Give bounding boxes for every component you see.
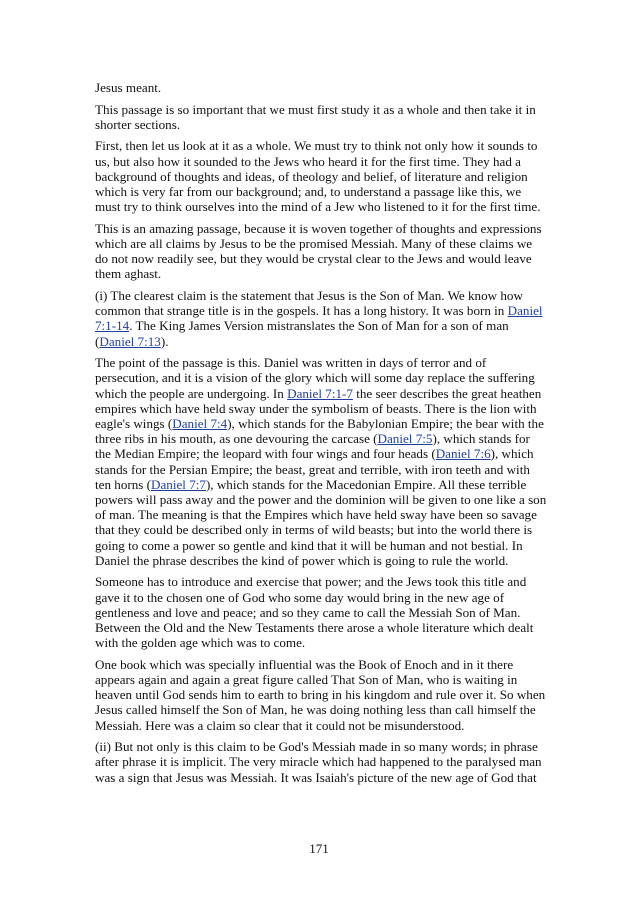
- paragraph-text: Someone has to introduce and exercise that power; and the Jews took this title and gave it to the chosen one of God who some day would bring in the new age of gentleness and love and peace; and so they came to call the Messiah Son of Man. Between the Old and the New Testaments there arose a whole literature which dealt with the golden age which was to come.: [95, 574, 534, 651]
- scripture-link[interactable]: Daniel 7:4: [172, 416, 228, 432]
- paragraph-text: ), which stands for the Median Empire; the leopard with four wings and four heads (: [95, 431, 530, 462]
- paragraph-text: First, then let us look at it as a whole. We must try to think not only how it sounds to us, but also how it sounded to the Jews who heard it for the first time. They had a background of thoughts and ideas, of theology and belief, of literature and religion which is very far from our background; and, to understand a passage like this, we must try to think ourselves into the mind of a Jew who listened to it for the first time.: [95, 138, 541, 215]
- paragraph-text: ), which stands for the Babylonian Empire; the bear with the three ribs in his mouth, as one devouring the carcase (: [95, 416, 544, 447]
- scripture-link[interactable]: Daniel 7:7: [151, 476, 206, 492]
- paragraph-text: ), which stands for the Macedonian Empire. All these terrible powers will pass away and the power and the dominion will be given to one like a son of man. The meaning is that the Empires which have held sway have been so savage that they could be described only in terms of wild beasts; but into the world there is going to come a power so gentle and kind that it will be human and not bestial. In Daniel the phrase describes the kind of power which is going to rule the world.: [95, 476, 547, 568]
- paragraph-text: ), which stands for the Persian Empire; the beast, great and terrible, with iron teeth and with ten horns (: [95, 446, 534, 492]
- paragraph: [95, 574, 547, 650]
- paragraph-text: Jesus meant.: [95, 80, 162, 95]
- paragraph-text: (i) The clearest claim is the statement that Jesus is the Son of Man. We know how common that strange title is in the gospels. It has a long history. It was born in: [95, 288, 523, 319]
- paragraph: [95, 102, 547, 132]
- paragraph: [95, 80, 547, 95]
- paragraph: [95, 355, 547, 568]
- page-body: [95, 80, 547, 791]
- paragraph-text: (ii) But not only is this claim to be God's Messiah made in so many words; in phrase after phrase it is implicit. The very miracle which had happened to the paralysed man was a sign that Jesus was Messiah. It was Isaiah's picture of the new age of God that: [95, 739, 542, 785]
- paragraph-text: The point of the passage is this. Daniel was written in days of terror and of persecution, and it is a vision of the glory which will some day replace the suffering which the people are undergoing. In: [95, 355, 535, 401]
- paragraph: [95, 657, 547, 733]
- paragraph: [95, 288, 547, 349]
- paragraph: [95, 739, 547, 785]
- scripture-link[interactable]: Daniel 7:1-7: [287, 385, 353, 401]
- paragraph: [95, 221, 547, 282]
- paragraph-text: . The King James Version mistranslates the Son of Man for a son of man (: [95, 318, 509, 349]
- scripture-link[interactable]: Daniel 7:6: [435, 446, 491, 462]
- scripture-link[interactable]: Daniel 7:13: [99, 333, 161, 349]
- paragraph-text: One book which was specially influential was the Book of Enoch and in it there appears again and again a great figure called That Son of Man, who is waiting in heaven until God sends him to earth to bring in his kingdom and rule over it. So when Jesus called himself the Son of Man, he was doing nothing less than call himself the Messiah. Here was a claim so clear that it could not be misunderstood.: [95, 656, 546, 733]
- scripture-link[interactable]: Daniel 7:1-14: [95, 303, 543, 334]
- page-number: 171: [309, 841, 329, 856]
- scripture-link[interactable]: Daniel 7:5: [377, 431, 433, 447]
- paragraph-text: ).: [160, 333, 169, 349]
- paragraph-text: This passage is so important that we must first study it as a whole and then take it in shorter sections.: [95, 101, 536, 132]
- paragraph-text: This is an amazing passage, because it is woven together of thoughts and expressions which are all claims by Jesus to be the promised Messiah. Many of these claims we do not now readily see, but they would be crystal clear to the Jews and would leave them aghast.: [95, 220, 542, 282]
- paragraph-text: the seer describes the great heathen empires which have held sway under the symbolism of beasts. There is the lion with eagle's wings (: [95, 385, 542, 432]
- paragraph: [95, 138, 547, 214]
